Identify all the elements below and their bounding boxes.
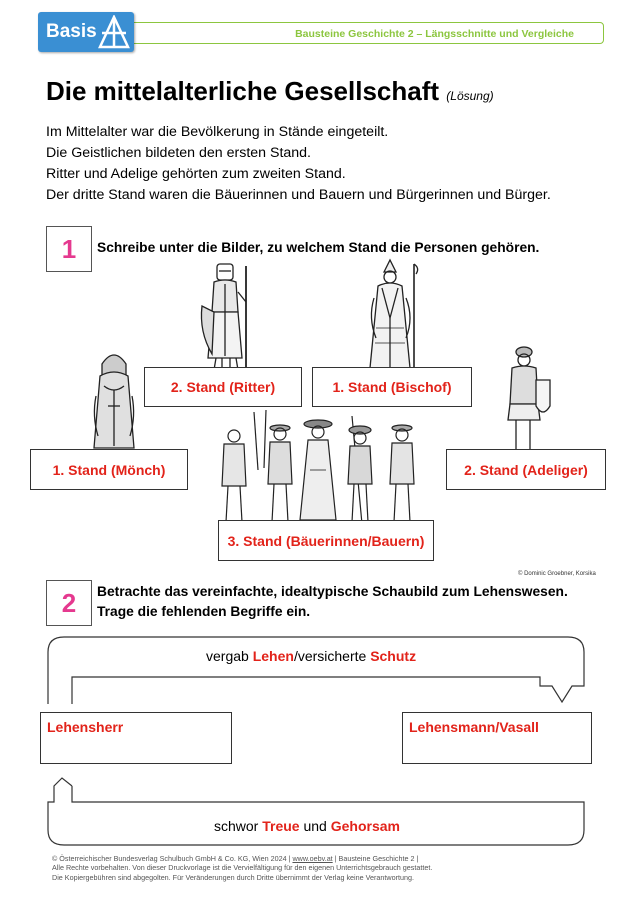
top-arrow-text: vergab bbox=[206, 648, 253, 664]
answer-adeliger[interactable]: 2. Stand (Adeliger) bbox=[446, 449, 606, 490]
intro-line: Der dritte Stand waren die Bäuerinnen und Bauern und Bürgerinnen und Bürger. bbox=[46, 187, 551, 203]
top-arrow-text: /versicherte bbox=[293, 648, 371, 664]
footer-line bbox=[52, 854, 432, 863]
footer-line: Die Kopiergebühren sind abgegolten. Für Veränderungen durch Dritte übernimmt der Verlag keine Verantwortung. bbox=[52, 872, 414, 882]
task2-instruction-line: Trage die fehlenden Begriffe ein. bbox=[97, 604, 311, 619]
publisher-link[interactable]: www.oebv.at bbox=[292, 854, 333, 863]
task1-instruction: Schreibe unter die Bilder, zu welchem Stand die Personen gehören. bbox=[97, 240, 540, 255]
answer-bischof[interactable]: 1. Stand (Bischof) bbox=[312, 367, 472, 407]
page-title-sub: (Lösung) bbox=[446, 89, 494, 103]
footer-line: Alle Rechte vorbehalten. Von dieser Druckvorlage ist die Vervielfältigung für den eigenen Unterrichtsgebrauch gestattet. bbox=[52, 863, 433, 873]
answer-lehen[interactable]: Lehen bbox=[252, 648, 294, 664]
image-credit: © Dominic Groebner, Korsika bbox=[518, 571, 596, 577]
page-title-main: Die mittelalterliche Gesellschaft bbox=[46, 76, 440, 106]
task-number-2: 2 bbox=[46, 580, 92, 626]
task-number-1: 1 bbox=[46, 226, 92, 272]
answer-bauern[interactable]: 3. Stand (Bäuerinnen/Bauern) bbox=[218, 520, 434, 561]
answer-ritter[interactable]: 2. Stand (Ritter) bbox=[144, 367, 302, 407]
top-arrow-label bbox=[206, 648, 416, 664]
intro-line: Ritter und Adelige gehörten zum zweiten Stand. bbox=[46, 166, 346, 182]
task2-instruction-line: Betrachte das vereinfachte, idealtypische Schaubild zum Lehenswesen. bbox=[97, 584, 568, 599]
bottom-arrow-label bbox=[214, 818, 400, 834]
intro-line: Im Mittelalter war die Bevölkerung in Stände eingeteilt. bbox=[46, 124, 389, 140]
footer-series: | Bausteine Geschichte 2 | bbox=[332, 854, 419, 863]
series-title: Bausteine Geschichte 2 – Längsschnitte und Vergleiche bbox=[295, 28, 574, 40]
bottom-arrow-text: und bbox=[299, 818, 331, 834]
answer-treue[interactable]: Treue bbox=[262, 818, 300, 834]
logo-text: Basis bbox=[46, 21, 97, 42]
box-lehensherr[interactable]: Lehensherr bbox=[40, 712, 232, 764]
answer-moench[interactable]: 1. Stand (Mönch) bbox=[30, 449, 188, 490]
footer bbox=[52, 854, 432, 882]
answer-schutz[interactable]: Schutz bbox=[370, 648, 417, 664]
footer-copyright: © Österreichischer Bundesverlag Schulbuch GmbH & Co. KG, Wien 2024 | bbox=[52, 854, 293, 863]
intro-line: Die Geistlichen bildeten den ersten Stand. bbox=[46, 145, 311, 161]
answer-gehorsam[interactable]: Gehorsam bbox=[330, 818, 400, 834]
box-lehensmann[interactable]: Lehensmann/Vasall bbox=[402, 712, 592, 764]
bottom-arrow-shape bbox=[48, 778, 584, 845]
bottom-arrow-text: schwor bbox=[214, 818, 263, 834]
